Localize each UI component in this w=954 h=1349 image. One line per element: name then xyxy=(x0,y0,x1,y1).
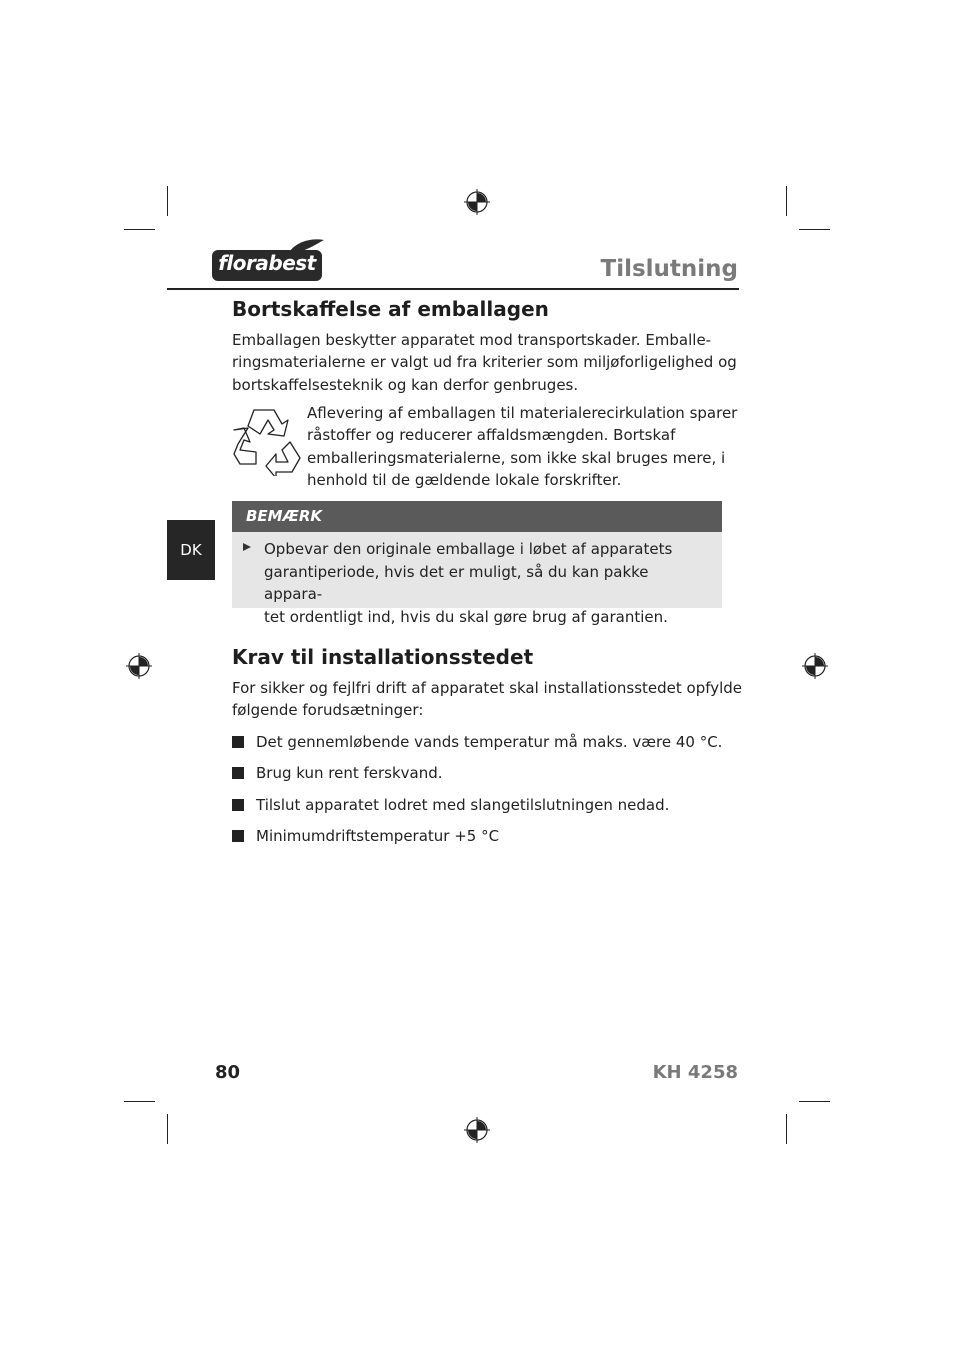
note-text xyxy=(264,538,704,628)
crop-mark-top-right-h xyxy=(799,229,830,230)
registration-mark-top-icon xyxy=(464,189,490,215)
paragraph-line: Aflevering af emballagen til materialerecirkulation sparer xyxy=(307,404,738,422)
crop-mark-bottom-right-v xyxy=(786,1114,787,1144)
square-bullet-icon xyxy=(232,799,244,811)
header-divider xyxy=(167,288,739,290)
note-title: BEMÆRK xyxy=(246,507,323,525)
crop-mark-top-left-v xyxy=(167,186,168,216)
list-item-text: Det gennemløbende vands temperatur må maks. være 40 °C. xyxy=(256,733,723,751)
section-heading-installation: Krav til installationsstedet xyxy=(232,645,534,669)
registration-mark-bottom-icon xyxy=(464,1117,490,1143)
crop-mark-top-right-v xyxy=(786,186,787,216)
registration-mark-left-icon xyxy=(126,653,152,679)
note-header xyxy=(232,501,722,532)
note-line: Opbevar den originale emballage i løbet af apparatets xyxy=(264,540,673,558)
square-bullet-icon xyxy=(232,830,244,842)
page-number: 80 xyxy=(215,1062,241,1083)
square-bullet-icon xyxy=(232,767,244,779)
model-number: KH 4258 xyxy=(652,1062,738,1083)
paragraph-line: bortskaffelsesteknik og kan derfor genbruges. xyxy=(232,376,579,394)
note-body xyxy=(232,532,722,626)
paragraph-line: ringsmaterialerne er valgt ud fra kriterier som miljøforligelighed og xyxy=(232,353,737,371)
brand-logo xyxy=(212,238,324,284)
recycle-icon xyxy=(230,406,306,476)
paragraph-line: emballeringsmaterialerne, som ikke skal bruges mere, i xyxy=(307,449,726,467)
crop-mark-bottom-right-h xyxy=(799,1101,830,1102)
list-item-text: Minimumdriftstemperatur +5 °C xyxy=(256,827,500,845)
registration-mark-right-icon xyxy=(802,653,828,679)
paragraph-line: For sikker og fejlfri drift af apparatet skal installationsstedet opfylde xyxy=(232,679,743,697)
paragraph-line: henhold til de gældende lokale forskrifter. xyxy=(307,471,622,489)
brand-logo-text: florabest xyxy=(218,251,316,275)
paragraph-line: råstoffer og reducerer affaldsmængden. Bortskaf xyxy=(307,426,676,444)
list-item-text: Brug kun rent ferskvand. xyxy=(256,764,443,782)
square-bullet-icon xyxy=(232,736,244,748)
section-heading-disposal: Bortskaffelse af emballagen xyxy=(232,297,549,321)
arrow-bullet-icon xyxy=(243,543,251,551)
note-line: garantiperiode, hvis det er muligt, så du kan pakke appara- xyxy=(264,562,649,603)
paragraph-line: følgende forudsætninger: xyxy=(232,701,424,719)
crop-mark-top-left-h xyxy=(124,229,155,230)
paragraph-line: Emballagen beskytter apparatet mod transportskader. Emballe- xyxy=(232,331,712,349)
crop-mark-bottom-left-v xyxy=(167,1114,168,1144)
page-title: Tilslutning xyxy=(600,256,738,282)
note-line: tet ordentligt ind, hvis du skal gøre brug af garantien. xyxy=(264,607,668,626)
crop-mark-bottom-left-h xyxy=(124,1101,155,1102)
language-tab: DK xyxy=(167,520,215,580)
list-item-text: Tilslut apparatet lodret med slangetilslutningen nedad. xyxy=(256,796,670,814)
